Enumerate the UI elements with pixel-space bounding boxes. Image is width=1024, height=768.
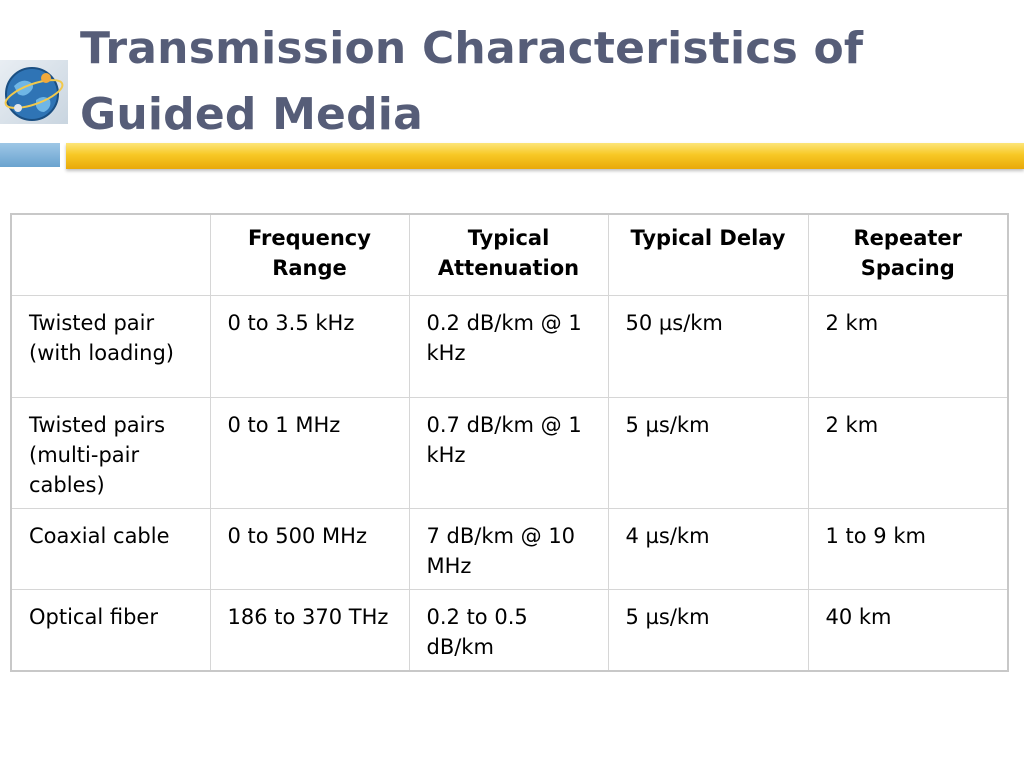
attenuation-cell: 0.7 dB/km @ 1 kHz [409, 397, 608, 508]
table-row [11, 397, 1008, 508]
row-label-cell: Optical fiber [11, 589, 210, 671]
repeater-spacing-cell: 2 km [808, 295, 1008, 397]
attenuation-cell: 0.2 dB/km @ 1 kHz [409, 295, 608, 397]
table-header-row [11, 214, 1008, 295]
frequency-range-cell: 0 to 3.5 kHz [210, 295, 409, 397]
frequency-range-cell: 186 to 370 THz [210, 589, 409, 671]
frequency-range-cell: 0 to 1 MHz [210, 397, 409, 508]
accent-bar [66, 143, 1024, 169]
table-row [11, 589, 1008, 671]
header-cell-typical-delay: Typical Delay [608, 214, 808, 295]
table-row [11, 508, 1008, 589]
row-label-cell: Twisted pair (with loading) [11, 295, 210, 397]
attenuation-cell: 0.2 to 0.5 dB/km [409, 589, 608, 671]
repeater-spacing-cell: 40 km [808, 589, 1008, 671]
row-label-cell: Twisted pairs (multi-pair cables) [11, 397, 210, 508]
title-line-2: Guided Media [80, 89, 423, 140]
header-cell-repeater-spacing: Repeater Spacing [808, 214, 1008, 295]
slide-title [80, 16, 980, 148]
delay-cell: 5 µs/km [608, 589, 808, 671]
table-row [11, 295, 1008, 397]
repeater-spacing-cell: 1 to 9 km [808, 508, 1008, 589]
delay-cell: 50 µs/km [608, 295, 808, 397]
delay-cell: 4 µs/km [608, 508, 808, 589]
frequency-range-cell: 0 to 500 MHz [210, 508, 409, 589]
side-accent-tab [0, 143, 60, 167]
repeater-spacing-cell: 2 km [808, 397, 1008, 508]
globe-icon [0, 60, 68, 124]
guided-media-table [10, 213, 1009, 672]
header-cell-typical-attenuation: Typical Attenuation [409, 214, 608, 295]
header-cell-empty [11, 214, 210, 295]
header-cell-frequency-range: Frequency Range [210, 214, 409, 295]
title-line-1: Transmission Characteristics of [80, 23, 864, 74]
delay-cell: 5 µs/km [608, 397, 808, 508]
row-label-cell: Coaxial cable [11, 508, 210, 589]
attenuation-cell: 7 dB/km @ 10 MHz [409, 508, 608, 589]
